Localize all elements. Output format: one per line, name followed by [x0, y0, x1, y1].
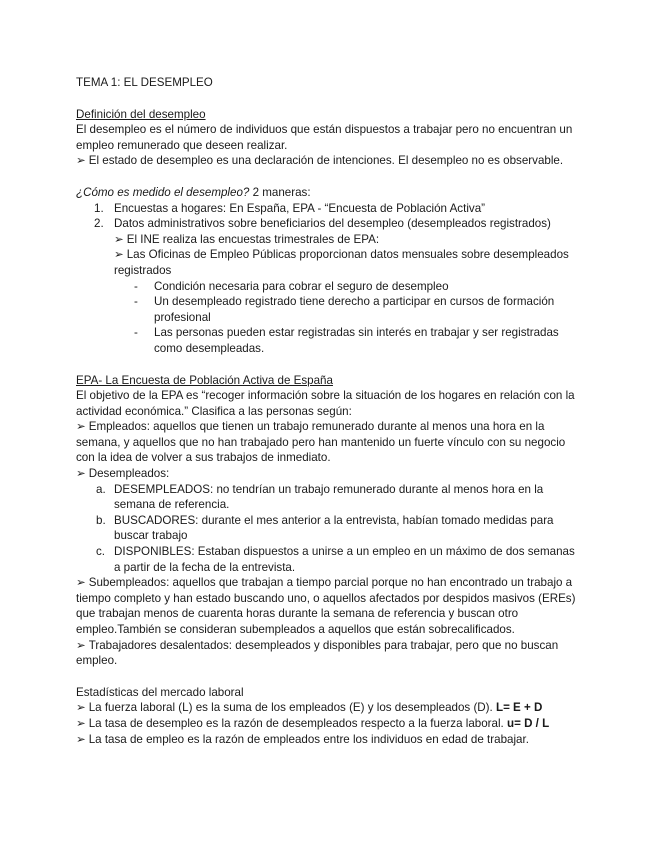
- arrow-bullet-icon: ➢: [76, 638, 86, 652]
- arrow-bullet-icon: ➢: [76, 701, 86, 715]
- dash-bullet-icon: -: [134, 326, 138, 340]
- definition-paragraph: El desempleo es el número de individuos que están dispuestos a trabajar pero no encuentran un empleo remunerado que deseen realizar.: [76, 123, 573, 152]
- dash-bullet-icon: -: [134, 295, 138, 309]
- sub-arrow-item: ➢ El INE realiza las encuestas trimestrales de EPA:: [114, 232, 380, 246]
- arrow-bullet-icon: ➢: [76, 576, 86, 590]
- list-item: 1. Encuestas a hogares: En España, EPA - “Encuesta de Población Activa”: [94, 201, 486, 215]
- arrow-bullet-icon: ➢: [76, 716, 86, 730]
- arrow-bullet-icon: ➢: [76, 732, 86, 746]
- measure-answer-text: 2 maneras:: [249, 185, 311, 199]
- list-item: c. DISPONIBLES: Estaban dispuestos a unirse a un empleo en un máximo de dos semanas a partir de la fecha de la entrevista.: [96, 545, 575, 574]
- epa-heading: EPA- La Encuesta de Población Activa de España: [76, 373, 333, 387]
- measure-question-text: ¿Cómo es medido el desempleo?: [76, 185, 250, 199]
- formula-unemployment-rate: u= D / L: [507, 716, 550, 730]
- epa-intro: El objetivo de la EPA es “recoger información sobre la situación de los hogares en relación con la actividad económica.” Clasifica a las personas según:: [76, 389, 575, 418]
- dash-list-item: - Condición necesaria para cobrar el seguro de desempleo: [134, 279, 449, 293]
- measure-question: [76, 185, 581, 201]
- arrow-bullet-icon: ➢: [114, 248, 124, 262]
- epa-empleados: ➢ Empleados: aquellos que tienen un trabajo remunerado durante al menos una hora en la semana, y aquellos que no han trabajado pero han mantenido un fuerte vínculo con su negocio con la idea de volver a sus trabajos de inmediato.: [76, 420, 566, 465]
- arrow-bullet-icon: ➢: [114, 232, 124, 246]
- arrow-bullet-icon: ➢: [76, 154, 86, 168]
- list-item: a. DESEMPLEADOS: no tendrían un trabajo remunerado durante al menos hora en la semana de referencia.: [96, 482, 544, 512]
- dash-list-item: - Un desempleado registrado tiene derecho a participar en cursos de formación profesional: [134, 295, 555, 324]
- epa-subempleados: ➢ Subempleados: aquellos que trabajan a tiempo parcial porque no han encontrado un trabajo a tiempo completo y han estado buscando uno, o aquellos afectados por despidos masivos (EREs) que trabajan menos de cuarenta horas durante la semana de referencia y buscan otro empleo.También se consideran subempleados a aquellos que están sobrecalificados.: [76, 576, 576, 636]
- formula-labor-force: L= E + D: [495, 701, 543, 715]
- document-page: [76, 75, 581, 747]
- definition-bullet-text: El estado de desempleo es una declaración de intenciones. El desempleo no es observable.: [88, 154, 564, 168]
- stats-line-unemployment-rate: ➢ La tasa de desempleo es la razón de desempleados respecto a la fuerza laboral. u= D / L: [76, 716, 550, 730]
- epa-desempleados: ➢ Desempleados:: [76, 467, 170, 481]
- arrow-bullet-icon: ➢: [76, 467, 86, 481]
- dash-bullet-icon: -: [134, 279, 138, 293]
- epa-desalentados: ➢ Trabajadores desalentados: desempleados y disponibles para trabajar, pero que no buscan empleo.: [76, 638, 559, 668]
- sub-arrow-item: ➢ Las Oficinas de Empleo Públicas proporcionan datos mensuales sobre desempleados registrados: [114, 248, 569, 277]
- stats-line-labor-force: ➢ La fuerza laboral (L) es la suma de los empleados (E) y los desempleados (D). L= E + D: [76, 701, 543, 715]
- list-item: b. BUSCADORES: durante el mes anterior a la entrevista, habían tomado medidas para buscar trabajo: [96, 513, 554, 543]
- stats-heading: Estadísticas del mercado laboral: [76, 685, 244, 699]
- arrow-bullet-icon: ➢: [76, 420, 86, 434]
- document-title: TEMA 1: EL DESEMPLEO: [76, 76, 213, 89]
- stats-line-employment-rate: ➢ La tasa de empleo es la razón de empleados entre los individuos en edad de trabajar.: [76, 732, 529, 746]
- list-item: 2. Datos administrativos sobre beneficiarios del desempleo (desempleados registrados): [94, 217, 551, 231]
- definition-heading: Definición del desempleo: [76, 107, 206, 121]
- dash-list-item: - Las personas pueden estar registradas sin interés en trabajar y ser registradas como desempleadas.: [134, 326, 559, 355]
- definition-bullet: [76, 153, 581, 169]
